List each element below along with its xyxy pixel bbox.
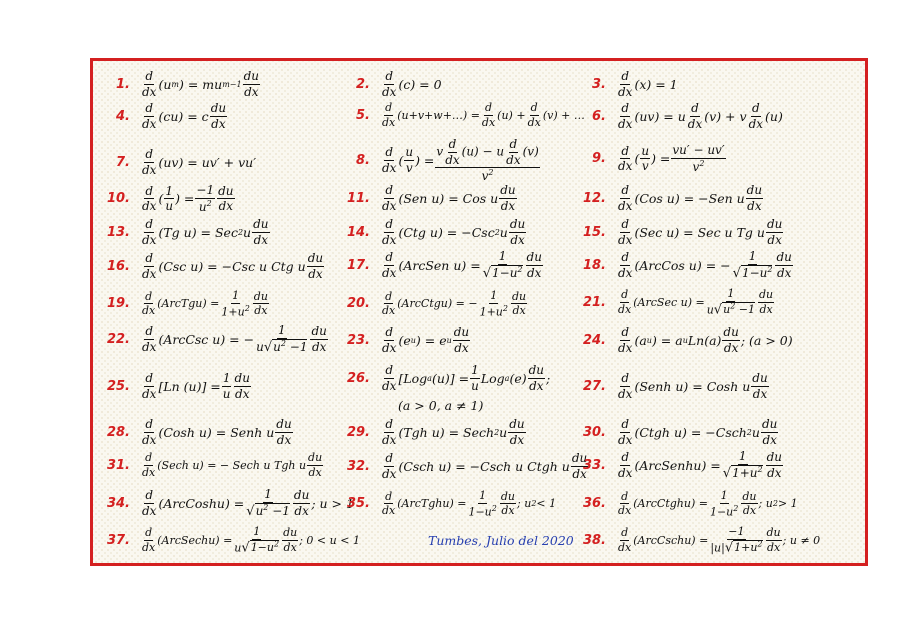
formula-number: 18.	[582, 257, 606, 273]
formula-36: 36. d dx (ArcCtghu) = 1 $1-u^2$ du dx ; u 2 > 1	[578, 490, 798, 518]
formula-13: 13. d dx (Tg u) = Sec 2 u du dx	[102, 218, 271, 246]
formula-20: 20. d dx (ArcCtgu) = − 1 $1+u^2$ du dx	[342, 290, 528, 318]
formula-number: 1.	[116, 76, 130, 92]
formula-number: 11.	[346, 190, 370, 206]
formula-19: 19. d dx (ArcTgu) = 1 $1+u^2$ du dx	[102, 290, 270, 318]
formula-number: 12.	[582, 190, 606, 206]
formula-number: 15.	[582, 224, 606, 240]
formula-1: 1. d dx (u m ) = mu m−1 du dx	[102, 70, 261, 98]
formula-number: 7.	[116, 154, 130, 170]
formula-10: 10. d dx ( 1 u ) = −1 $u^2$ du dx	[102, 184, 236, 213]
formula-number: 35.	[346, 496, 370, 512]
formula-17: 17. d dx (ArcSen u) = 1 $√1-u^2$ du dx	[342, 250, 544, 280]
formula-7: 7. d dx (uv) = uv′ + vu′	[102, 148, 256, 176]
formula-number: 28.	[106, 424, 130, 440]
formula-30: 30. d dx (Ctgh u) = −Csch 2 u du dx	[578, 418, 779, 446]
formula-number: 13.	[106, 224, 130, 240]
formula-number: 34.	[106, 495, 130, 511]
formula-29: 29. d dx (Tgh u) = Sech 2 u du dx	[342, 418, 527, 446]
formula-26-condition: (a > 0, a ≠ 1)	[398, 398, 484, 413]
formula-2: 2. d dx (c) = 0	[342, 70, 442, 98]
formula-number: 38.	[582, 532, 606, 548]
formula-34: 34. d dx (ArcCoshu) = 1 $√u^2 -1$ du dx ; u > 1	[102, 488, 354, 518]
formula-number: 36.	[582, 496, 606, 512]
formula-31: 31. d dx (Sech u) = − Sech u Tgh u du dx	[102, 452, 324, 478]
formula-38: 38. d dx (ArcCschu) = −1 $|u|√1+u^2$ du dx ; u ≠ 0	[578, 526, 820, 555]
formula-18: 18. d dx (ArcCos u) = − 1 $√1-u^2$ du dx	[578, 250, 794, 280]
formula-25: 25. d dx [Ln (u)] = 1 u du dx	[102, 372, 252, 400]
formula-33: 33. d dx (ArcSenhu) = 1 $√1+u^2$ du dx	[578, 450, 784, 480]
formula-number: 23.	[346, 332, 370, 348]
formula-12: 12. d dx (Cos u) = −Sen u du dx	[578, 184, 764, 212]
formula-number: 2.	[356, 76, 370, 92]
formula-26: 26. d dx [Log a (u)] = 1 u Log a (e) du dx ;	[342, 364, 550, 392]
formula-6: 6. d dx (uv) = u d dx (v) + v d dx (u)	[578, 102, 783, 130]
formula-number: 26.	[346, 370, 370, 386]
formula-23: 23. d dx (e u ) = e u du dx	[342, 326, 471, 354]
formula-number: 37.	[106, 532, 130, 548]
formula-4: 4. d dx (cu) = c du dx	[102, 102, 228, 130]
formula-number: 19.	[106, 296, 130, 312]
formula-14: 14. d dx (Ctg u) = −Csc 2 u du dx	[342, 218, 527, 246]
formula-15: 15. d dx (Sec u) = Sec u Tg u du dx	[578, 218, 784, 246]
formula-number: 6.	[592, 108, 606, 124]
formula-number: 25.	[106, 378, 130, 394]
formula-number: 32.	[346, 458, 370, 474]
formula-number: 30.	[582, 424, 606, 440]
formula-28: 28. d dx (Cosh u) = Senh u du dx	[102, 418, 294, 446]
formula-8: 8. d dx ( u v ) = v $\frac{d}{dx}$ (u) − u $\frac{d}{dx}$ (v) $v^2$	[342, 138, 541, 183]
credit-text: Tumbes, Julio del 2020	[428, 533, 574, 548]
formula-number: 27.	[582, 378, 606, 394]
formula-24: 24. d dx (a u ) = a u Ln(a) du dx ; (a > 0)	[578, 326, 793, 354]
formula-9: 9. d dx ( u v ) = vu′ − uv′ $v^2$	[578, 144, 727, 173]
formula-number: 16.	[106, 258, 130, 274]
formula-number: 17.	[346, 257, 370, 273]
formula-number: 33.	[582, 457, 606, 473]
formula-number: 3.	[592, 76, 606, 92]
formula-number: 31.	[106, 457, 130, 473]
formula-35: 35. d dx (ArcTghu) = 1 $1-u^2$ du dx ; u 2 < 1	[342, 490, 556, 518]
formula-number: 4.	[116, 108, 130, 124]
formula-27: 27. d dx (Senh u) = Cosh u du dx	[578, 372, 770, 400]
formula-11: 11. d dx (Sen u) = Cos u du dx	[342, 184, 518, 212]
formula-21: 21. d dx (ArcSec u) = 1 $u√u^2 -1$ du dx	[578, 288, 775, 317]
formula-16: 16. d dx (Csc u) = −Csc u Ctg u du dx	[102, 252, 325, 280]
formula-number: 22.	[106, 331, 130, 347]
formula-5: 5. d dx (u+v+w+…) = d dx (u) + d dx (v) + …	[342, 102, 585, 128]
formula-32: 32. d dx (Csch u) = −Csch u Ctgh u du dx	[342, 452, 589, 480]
formula-number: 10.	[106, 191, 130, 207]
formula-number: 21.	[582, 294, 606, 310]
formula-number: 8.	[356, 152, 370, 168]
formula-37: 37. d dx (ArcSechu) = 1 $u√1-u^2$ du dx ; 0 < u < 1	[102, 526, 360, 555]
formula-number: 20.	[346, 296, 370, 312]
formula-number: 5.	[356, 107, 370, 123]
formula-22: 22. d dx (ArcCsc u) = − 1 $u√u^2 -1$ du dx	[102, 324, 329, 354]
formula-number: 9.	[592, 151, 606, 167]
formula-number: 24.	[582, 332, 606, 348]
formula-3: 3. d dx (x) = 1	[578, 70, 678, 98]
formula-number: 14.	[346, 224, 370, 240]
formula-number: 29.	[346, 424, 370, 440]
